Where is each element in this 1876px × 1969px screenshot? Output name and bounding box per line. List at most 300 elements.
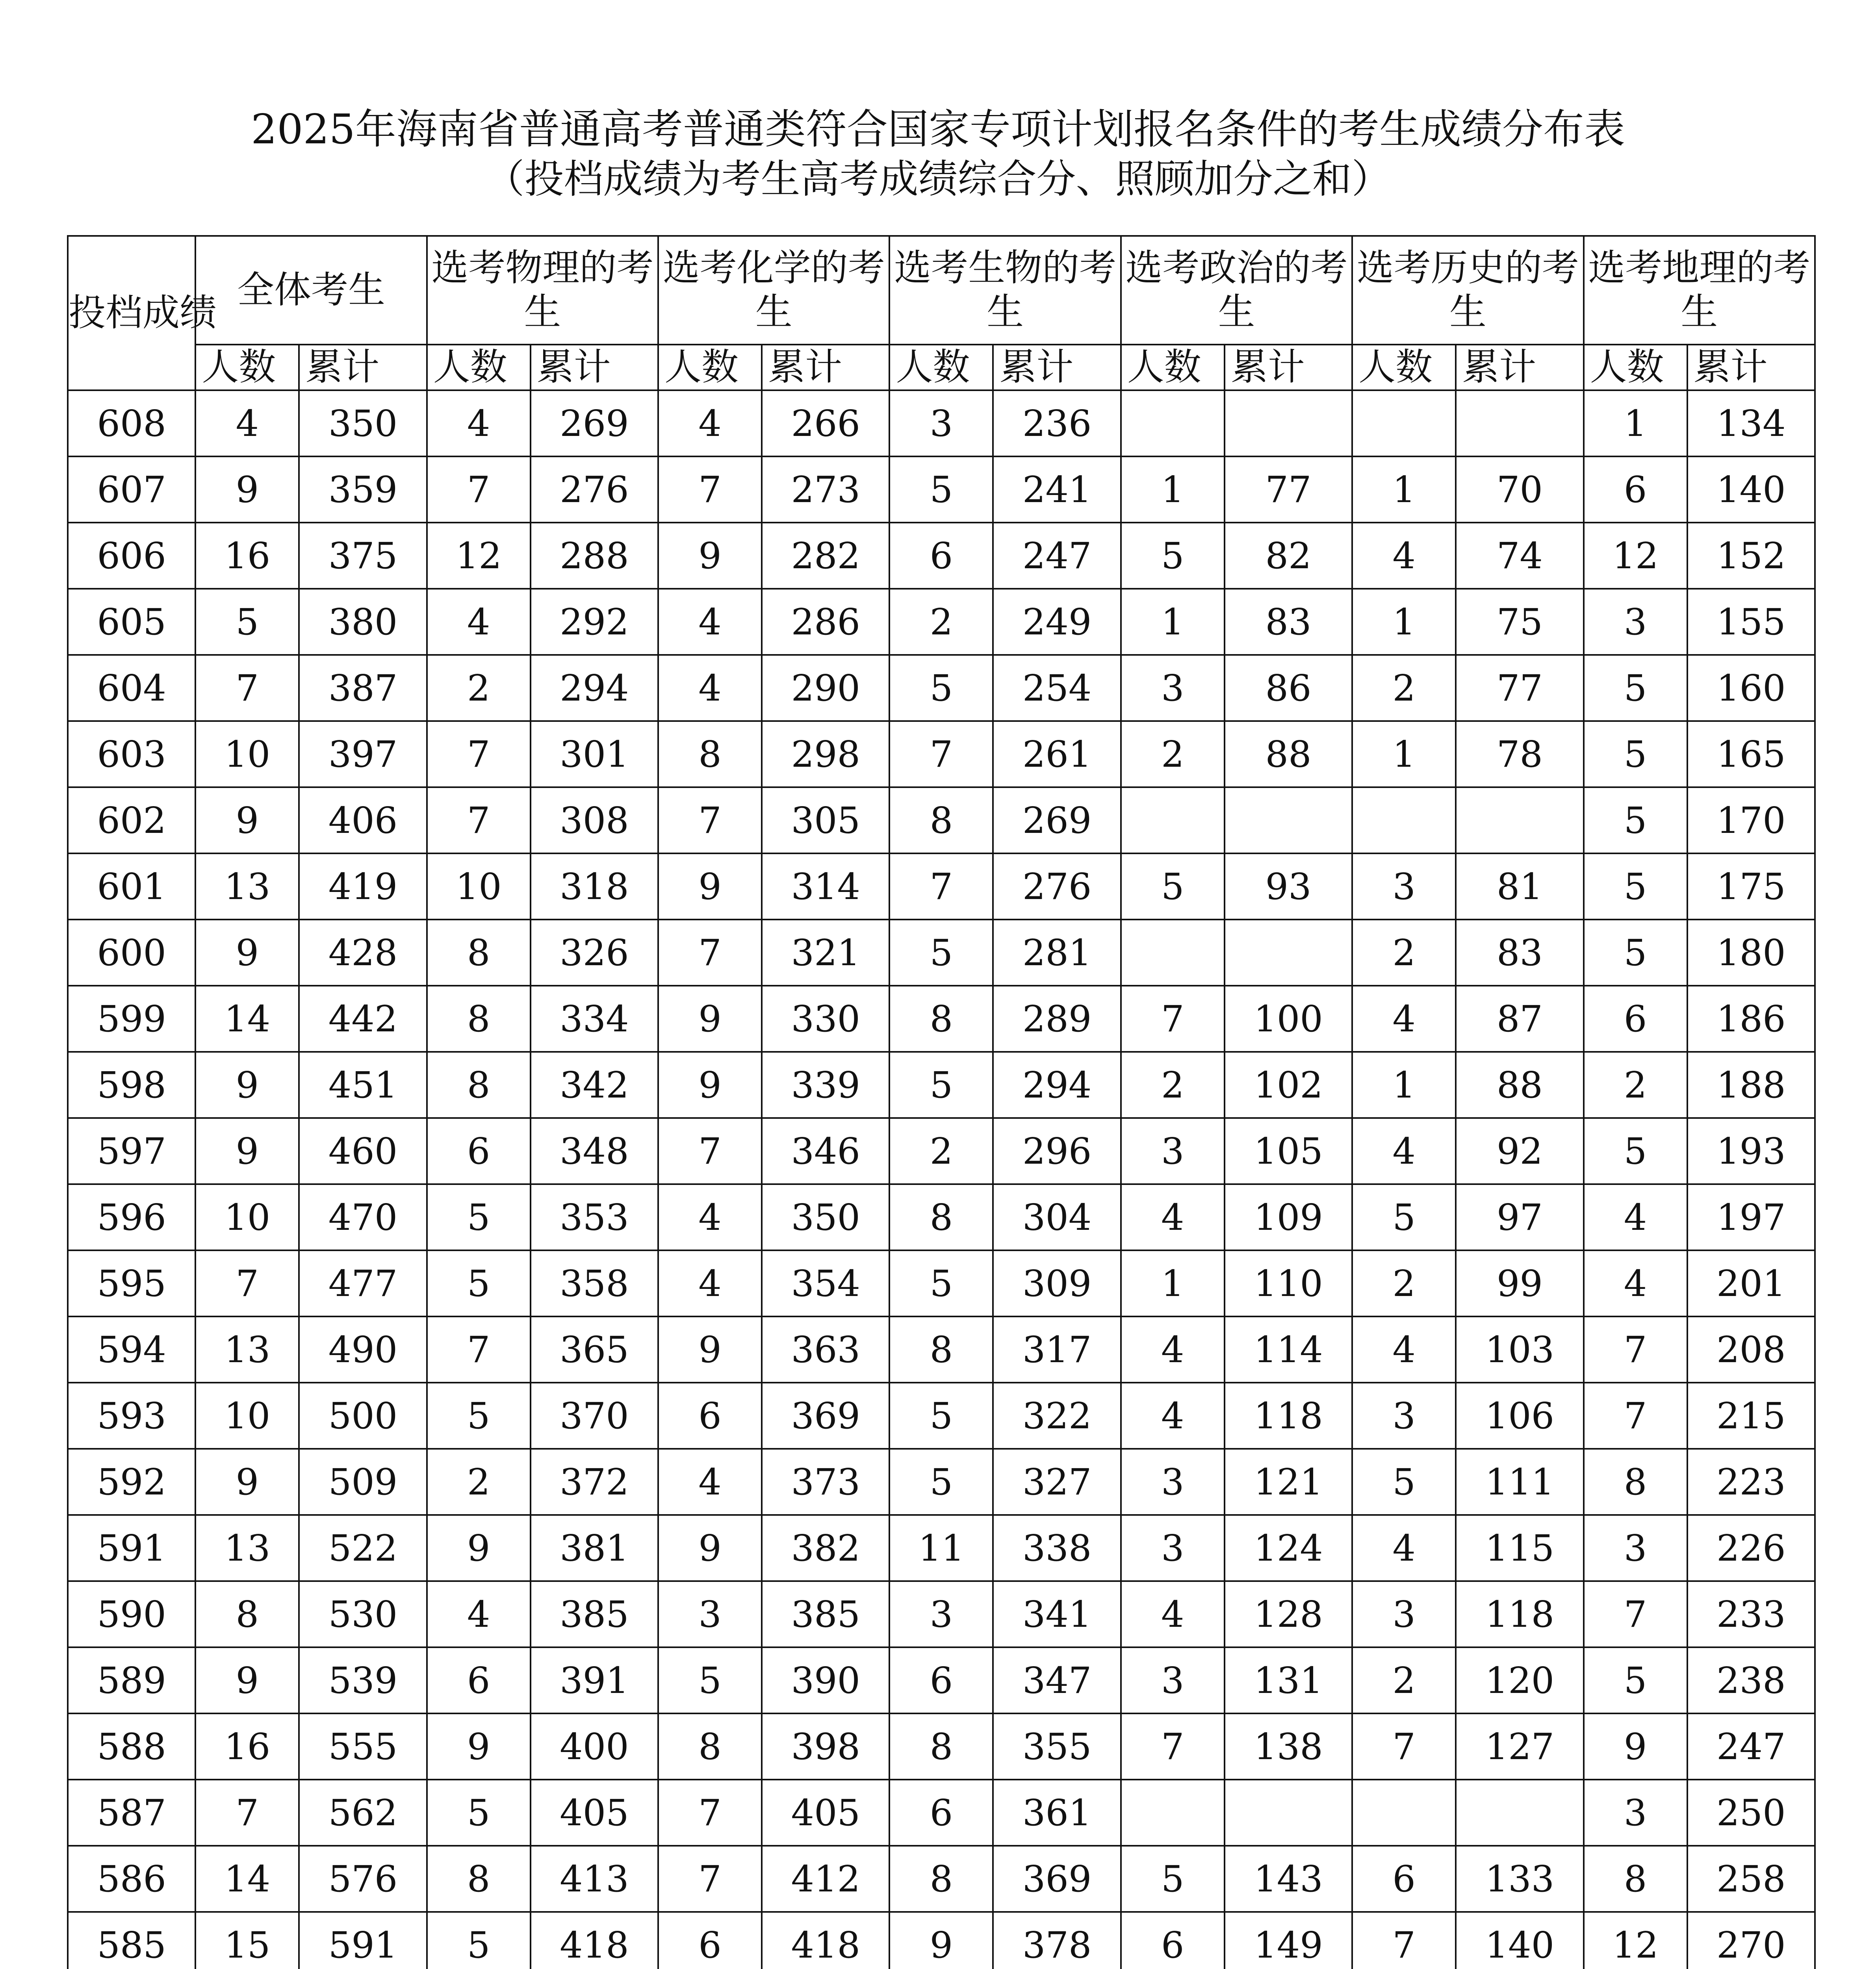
count-cell: 8: [889, 1713, 993, 1780]
cumulative-cell: 418: [531, 1912, 658, 1969]
cumulative-cell: 180: [1687, 920, 1815, 986]
count-cell: 4: [658, 1449, 762, 1515]
cumulative-cell: 442: [299, 986, 427, 1052]
count-cell: 4: [658, 589, 762, 655]
cumulative-cell: 339: [762, 1052, 889, 1118]
cumulative-cell: 365: [531, 1316, 658, 1383]
count-cell: 4: [1352, 1515, 1456, 1581]
count-cell: [1352, 390, 1456, 456]
cumulative-cell: 318: [531, 853, 658, 920]
cumulative-cell: 378: [993, 1912, 1121, 1969]
cumulative-cell: 338: [993, 1515, 1121, 1581]
count-cell: 7: [195, 1780, 299, 1846]
score-cell: 598: [68, 1052, 195, 1118]
cumulative-cell: 197: [1687, 1184, 1815, 1250]
table-row: [68, 721, 1815, 787]
cumulative-cell: 500: [299, 1383, 427, 1449]
count-cell: 3: [1121, 655, 1225, 721]
count-cell: 6: [658, 1912, 762, 1969]
header-group-3: 选考生物的考生: [889, 236, 1121, 345]
count-cell: 9: [427, 1713, 531, 1780]
count-cell: 3: [1584, 589, 1687, 655]
count-cell: 5: [1584, 853, 1687, 920]
header-sub-count: 人数: [1584, 345, 1687, 390]
table-row: [68, 1846, 1815, 1912]
cumulative-cell: 250: [1687, 1780, 1815, 1846]
cumulative-cell: 83: [1456, 920, 1583, 986]
cumulative-cell: 326: [531, 920, 658, 986]
count-cell: 8: [889, 1316, 993, 1383]
cumulative-cell: 460: [299, 1118, 427, 1184]
cumulative-cell: 358: [531, 1250, 658, 1316]
count-cell: 6: [427, 1118, 531, 1184]
count-cell: 3: [1121, 1515, 1225, 1581]
count-cell: 8: [1584, 1846, 1687, 1912]
count-cell: 3: [1584, 1515, 1687, 1581]
score-cell: 588: [68, 1713, 195, 1780]
cumulative-cell: 477: [299, 1250, 427, 1316]
cumulative-cell: 276: [531, 456, 658, 523]
cumulative-cell: 155: [1687, 589, 1815, 655]
count-cell: 8: [889, 986, 993, 1052]
count-cell: 7: [1352, 1713, 1456, 1780]
cumulative-cell: 304: [993, 1184, 1121, 1250]
count-cell: 12: [427, 523, 531, 589]
count-cell: 4: [658, 390, 762, 456]
count-cell: 3: [1584, 1780, 1687, 1846]
count-cell: 2: [889, 1118, 993, 1184]
score-cell: 596: [68, 1184, 195, 1250]
cumulative-cell: 86: [1225, 655, 1352, 721]
cumulative-cell: 140: [1687, 456, 1815, 523]
count-cell: [1352, 1780, 1456, 1846]
cumulative-cell: 369: [762, 1383, 889, 1449]
cumulative-cell: 247: [1687, 1713, 1815, 1780]
cumulative-cell: 70: [1456, 456, 1583, 523]
cumulative-cell: 258: [1687, 1846, 1815, 1912]
count-cell: 1: [1352, 1052, 1456, 1118]
count-cell: 3: [658, 1581, 762, 1647]
table-row: [68, 589, 1815, 655]
cumulative-cell: 405: [531, 1780, 658, 1846]
count-cell: 9: [195, 1449, 299, 1515]
count-cell: 6: [1352, 1846, 1456, 1912]
count-cell: 7: [1584, 1581, 1687, 1647]
cumulative-cell: 350: [299, 390, 427, 456]
count-cell: 6: [427, 1647, 531, 1713]
count-cell: 5: [1584, 1118, 1687, 1184]
cumulative-cell: 99: [1456, 1250, 1583, 1316]
cumulative-cell: 77: [1225, 456, 1352, 523]
count-cell: 7: [658, 456, 762, 523]
cumulative-cell: 102: [1225, 1052, 1352, 1118]
cumulative-cell: 369: [993, 1846, 1121, 1912]
cumulative-cell: 296: [993, 1118, 1121, 1184]
score-cell: 591: [68, 1515, 195, 1581]
count-cell: 3: [1121, 1647, 1225, 1713]
cumulative-cell: 105: [1225, 1118, 1352, 1184]
count-cell: 2: [1352, 655, 1456, 721]
cumulative-cell: 233: [1687, 1581, 1815, 1647]
cumulative-cell: 361: [993, 1780, 1121, 1846]
score-cell: 592: [68, 1449, 195, 1515]
cumulative-cell: 127: [1456, 1713, 1583, 1780]
count-cell: 5: [427, 1912, 531, 1969]
count-cell: 3: [889, 390, 993, 456]
cumulative-cell: 149: [1225, 1912, 1352, 1969]
cumulative-cell: 294: [531, 655, 658, 721]
cumulative-cell: 290: [762, 655, 889, 721]
cumulative-cell: 380: [299, 589, 427, 655]
cumulative-cell: 97: [1456, 1184, 1583, 1250]
cumulative-cell: 347: [993, 1647, 1121, 1713]
count-cell: 5: [195, 589, 299, 655]
count-cell: 7: [658, 787, 762, 853]
table-row: [68, 1052, 1815, 1118]
table-row: [68, 1515, 1815, 1581]
table-header: [68, 236, 1815, 390]
count-cell: 8: [889, 1846, 993, 1912]
count-cell: 4: [427, 390, 531, 456]
count-cell: 1: [1121, 589, 1225, 655]
cumulative-cell: 321: [762, 920, 889, 986]
count-cell: 2: [1121, 721, 1225, 787]
cumulative-cell: 75: [1456, 589, 1583, 655]
score-cell: 607: [68, 456, 195, 523]
cumulative-cell: [1225, 920, 1352, 986]
cumulative-cell: 201: [1687, 1250, 1815, 1316]
cumulative-cell: 236: [993, 390, 1121, 456]
header-group-5: 选考历史的考生: [1352, 236, 1583, 345]
cumulative-cell: 100: [1225, 986, 1352, 1052]
cumulative-cell: 81: [1456, 853, 1583, 920]
count-cell: 3: [1121, 1118, 1225, 1184]
count-cell: 7: [1584, 1383, 1687, 1449]
count-cell: 10: [195, 1383, 299, 1449]
cumulative-cell: 133: [1456, 1846, 1583, 1912]
count-cell: 6: [889, 523, 993, 589]
count-cell: 5: [1584, 920, 1687, 986]
cumulative-cell: 359: [299, 456, 427, 523]
table-row: [68, 523, 1815, 589]
count-cell: 1: [1352, 589, 1456, 655]
header-sub-cumulative: 累计: [531, 345, 658, 390]
cumulative-cell: 175: [1687, 853, 1815, 920]
header-sub-count: 人数: [427, 345, 531, 390]
cumulative-cell: 308: [531, 787, 658, 853]
count-cell: 7: [658, 1118, 762, 1184]
cumulative-cell: 281: [993, 920, 1121, 986]
count-cell: 5: [1121, 853, 1225, 920]
cumulative-cell: 118: [1225, 1383, 1352, 1449]
count-cell: 9: [1584, 1713, 1687, 1780]
cumulative-cell: 88: [1225, 721, 1352, 787]
cumulative-cell: 562: [299, 1780, 427, 1846]
count-cell: 2: [1352, 1647, 1456, 1713]
table-row: [68, 655, 1815, 721]
count-cell: 9: [427, 1515, 531, 1581]
table-row: [68, 1250, 1815, 1316]
header-group-1: 选考物理的考生: [427, 236, 658, 345]
cumulative-cell: 261: [993, 721, 1121, 787]
score-cell: 587: [68, 1780, 195, 1846]
cumulative-cell: 413: [531, 1846, 658, 1912]
cumulative-cell: 428: [299, 920, 427, 986]
cumulative-cell: 88: [1456, 1052, 1583, 1118]
score-cell: 586: [68, 1846, 195, 1912]
cumulative-cell: 342: [531, 1052, 658, 1118]
header-group-0: 全体考生: [195, 236, 427, 345]
count-cell: 3: [1121, 1449, 1225, 1515]
cumulative-cell: 170: [1687, 787, 1815, 853]
header-sub-count: 人数: [195, 345, 299, 390]
score-cell: 590: [68, 1581, 195, 1647]
cumulative-cell: [1456, 787, 1583, 853]
count-cell: 2: [427, 655, 531, 721]
count-cell: 1: [1352, 721, 1456, 787]
header-group-6: 选考地理的考生: [1584, 236, 1815, 345]
cumulative-cell: 327: [993, 1449, 1121, 1515]
count-cell: 9: [195, 1052, 299, 1118]
count-cell: 3: [1352, 853, 1456, 920]
count-cell: 2: [427, 1449, 531, 1515]
count-cell: 4: [195, 390, 299, 456]
count-cell: 8: [658, 1713, 762, 1780]
score-distribution-table: [67, 235, 1816, 1969]
cumulative-cell: [1225, 390, 1352, 456]
header-sub-cumulative: 累计: [993, 345, 1121, 390]
count-cell: 9: [658, 986, 762, 1052]
count-cell: 7: [1352, 1912, 1456, 1969]
cumulative-cell: 109: [1225, 1184, 1352, 1250]
cumulative-cell: 348: [531, 1118, 658, 1184]
cumulative-cell: 110: [1225, 1250, 1352, 1316]
count-cell: 2: [1121, 1052, 1225, 1118]
count-cell: 13: [195, 1316, 299, 1383]
count-cell: 1: [1584, 390, 1687, 456]
cumulative-cell: 350: [762, 1184, 889, 1250]
count-cell: 12: [1584, 1912, 1687, 1969]
count-cell: 4: [1352, 1316, 1456, 1383]
cumulative-cell: 576: [299, 1846, 427, 1912]
count-cell: 7: [1584, 1316, 1687, 1383]
count-cell: [1121, 787, 1225, 853]
count-cell: 8: [889, 787, 993, 853]
cumulative-cell: 330: [762, 986, 889, 1052]
cumulative-cell: [1225, 787, 1352, 853]
score-cell: 601: [68, 853, 195, 920]
cumulative-cell: 111: [1456, 1449, 1583, 1515]
score-cell: 600: [68, 920, 195, 986]
count-cell: [1121, 390, 1225, 456]
cumulative-cell: 120: [1456, 1647, 1583, 1713]
count-cell: 9: [195, 456, 299, 523]
cumulative-cell: 294: [993, 1052, 1121, 1118]
cumulative-cell: 341: [993, 1581, 1121, 1647]
cumulative-cell: 372: [531, 1449, 658, 1515]
count-cell: 6: [1121, 1912, 1225, 1969]
cumulative-cell: 124: [1225, 1515, 1352, 1581]
score-cell: 589: [68, 1647, 195, 1713]
table-row: [68, 1118, 1815, 1184]
count-cell: 4: [658, 655, 762, 721]
count-cell: 7: [658, 1780, 762, 1846]
header-sub-cumulative: 累计: [1456, 345, 1583, 390]
cumulative-cell: 405: [762, 1780, 889, 1846]
count-cell: 14: [195, 986, 299, 1052]
header-sub-cumulative: 累计: [762, 345, 889, 390]
count-cell: 6: [889, 1780, 993, 1846]
cumulative-cell: 353: [531, 1184, 658, 1250]
count-cell: 1: [1121, 1250, 1225, 1316]
cumulative-cell: 266: [762, 390, 889, 456]
cumulative-cell: [1456, 1780, 1583, 1846]
count-cell: 4: [1352, 523, 1456, 589]
cumulative-cell: 314: [762, 853, 889, 920]
count-cell: 7: [1121, 986, 1225, 1052]
cumulative-cell: 385: [762, 1581, 889, 1647]
count-cell: 7: [427, 787, 531, 853]
score-cell: 603: [68, 721, 195, 787]
count-cell: 5: [1121, 1846, 1225, 1912]
count-cell: 8: [427, 1052, 531, 1118]
count-cell: 5: [427, 1184, 531, 1250]
count-cell: 8: [889, 1184, 993, 1250]
count-cell: 9: [658, 1052, 762, 1118]
score-cell: 597: [68, 1118, 195, 1184]
count-cell: 9: [658, 1316, 762, 1383]
cumulative-cell: 397: [299, 721, 427, 787]
count-cell: 5: [889, 456, 993, 523]
header-row-groups: [68, 236, 1815, 345]
table-row: [68, 1449, 1815, 1515]
cumulative-cell: 193: [1687, 1118, 1815, 1184]
cumulative-cell: 83: [1225, 589, 1352, 655]
count-cell: 1: [1352, 456, 1456, 523]
table-row: [68, 986, 1815, 1052]
cumulative-cell: 412: [762, 1846, 889, 1912]
count-cell: 4: [1121, 1383, 1225, 1449]
score-cell: 604: [68, 655, 195, 721]
count-cell: 6: [889, 1647, 993, 1713]
header-sub-count: 人数: [889, 345, 993, 390]
header-group-2: 选考化学的考生: [658, 236, 889, 345]
cumulative-cell: 301: [531, 721, 658, 787]
count-cell: 4: [427, 589, 531, 655]
count-cell: 7: [427, 721, 531, 787]
count-cell: 4: [658, 1184, 762, 1250]
count-cell: 4: [1121, 1316, 1225, 1383]
cumulative-cell: 103: [1456, 1316, 1583, 1383]
cumulative-cell: 406: [299, 787, 427, 853]
cumulative-cell: 288: [531, 523, 658, 589]
score-cell: 602: [68, 787, 195, 853]
score-cell: 594: [68, 1316, 195, 1383]
header-sub-cumulative: 累计: [1225, 345, 1352, 390]
cumulative-cell: 128: [1225, 1581, 1352, 1647]
cumulative-cell: 115: [1456, 1515, 1583, 1581]
cumulative-cell: 591: [299, 1912, 427, 1969]
cumulative-cell: 74: [1456, 523, 1583, 589]
count-cell: 4: [427, 1581, 531, 1647]
table-body: [68, 390, 1815, 1969]
count-cell: 7: [427, 1316, 531, 1383]
header-sub-cumulative: 累计: [299, 345, 427, 390]
header-sub-cumulative: 累计: [1687, 345, 1815, 390]
cumulative-cell: 92: [1456, 1118, 1583, 1184]
count-cell: [1352, 787, 1456, 853]
count-cell: 7: [427, 456, 531, 523]
table-row: [68, 1647, 1815, 1713]
cumulative-cell: 385: [531, 1581, 658, 1647]
count-cell: 11: [889, 1515, 993, 1581]
cumulative-cell: 509: [299, 1449, 427, 1515]
cumulative-cell: 305: [762, 787, 889, 853]
cumulative-cell: 249: [993, 589, 1121, 655]
cumulative-cell: 334: [531, 986, 658, 1052]
cumulative-cell: 143: [1225, 1846, 1352, 1912]
count-cell: 7: [658, 1846, 762, 1912]
count-cell: 7: [1121, 1713, 1225, 1780]
cumulative-cell: 555: [299, 1713, 427, 1780]
cumulative-cell: 188: [1687, 1052, 1815, 1118]
count-cell: 6: [1584, 456, 1687, 523]
score-cell: 595: [68, 1250, 195, 1316]
count-cell: 4: [1584, 1184, 1687, 1250]
table-row: [68, 1713, 1815, 1780]
cumulative-cell: 114: [1225, 1316, 1352, 1383]
cumulative-cell: [1456, 390, 1583, 456]
cumulative-cell: 77: [1456, 655, 1583, 721]
cumulative-cell: 418: [762, 1912, 889, 1969]
cumulative-cell: 354: [762, 1250, 889, 1316]
count-cell: 7: [889, 853, 993, 920]
count-cell: 5: [889, 1250, 993, 1316]
cumulative-cell: 451: [299, 1052, 427, 1118]
count-cell: 2: [1584, 1052, 1687, 1118]
count-cell: 3: [1352, 1581, 1456, 1647]
table-row: [68, 920, 1815, 986]
cumulative-cell: 138: [1225, 1713, 1352, 1780]
count-cell: 5: [1352, 1184, 1456, 1250]
cumulative-cell: 370: [531, 1383, 658, 1449]
cumulative-cell: 254: [993, 655, 1121, 721]
count-cell: 9: [195, 1647, 299, 1713]
table-row: [68, 1383, 1815, 1449]
table-row: [68, 1912, 1815, 1969]
cumulative-cell: 215: [1687, 1383, 1815, 1449]
count-cell: 5: [889, 1383, 993, 1449]
cumulative-cell: 106: [1456, 1383, 1583, 1449]
cumulative-cell: 223: [1687, 1449, 1815, 1515]
cumulative-cell: 270: [1687, 1912, 1815, 1969]
cumulative-cell: 390: [762, 1647, 889, 1713]
count-cell: 9: [658, 523, 762, 589]
cumulative-cell: 286: [762, 589, 889, 655]
cumulative-cell: 387: [299, 655, 427, 721]
cumulative-cell: 276: [993, 853, 1121, 920]
count-cell: 7: [658, 920, 762, 986]
count-cell: 5: [658, 1647, 762, 1713]
cumulative-cell: 269: [993, 787, 1121, 853]
cumulative-cell: 273: [762, 456, 889, 523]
cumulative-cell: 292: [531, 589, 658, 655]
count-cell: 13: [195, 1515, 299, 1581]
count-cell: 14: [195, 1846, 299, 1912]
count-cell: 5: [889, 1449, 993, 1515]
table-row: [68, 390, 1815, 456]
count-cell: 16: [195, 1713, 299, 1780]
